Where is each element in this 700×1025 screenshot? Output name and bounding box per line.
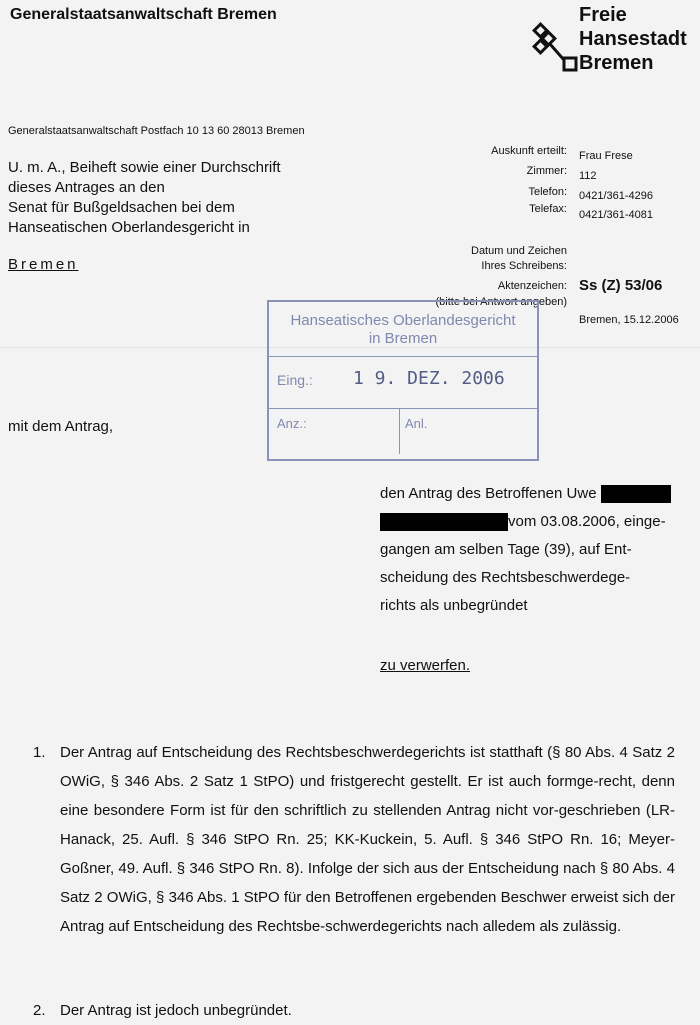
aktenzeichen-value: Ss (Z) 53/06 — [579, 277, 663, 294]
stamp-eing-label: Eing.: — [277, 372, 313, 388]
telefax-label: Telefax: — [529, 203, 567, 215]
antrag-intro: mit dem Antrag, — [8, 418, 114, 435]
item-number: 1. — [33, 744, 46, 761]
telefax-value: 0421/361-4081 — [579, 209, 654, 221]
auskunft-label: Auskunft erteilt: — [491, 145, 567, 157]
datum-label-1: Datum und Zeichen — [471, 245, 567, 257]
stamp-court: Hanseatisches Oberlandesgericht — [290, 312, 516, 329]
stamp-anl-label: Anl. — [405, 416, 428, 431]
motion-text: den Antrag des Betroffenen Uwe vom 03.08.2006, einge- gangen am selben Tage (39), auf Ent- scheidung des Rechtsbeschwerdege- richts als unbegründet — [380, 480, 680, 620]
stamp-date: 1 9. DEZ. 2006 — [353, 368, 505, 389]
stamp-divider — [269, 408, 537, 409]
telefon-value: 0421/361-4296 — [579, 190, 654, 202]
sender-line: Generalstaatsanwaltschaft Postfach 10 13 60 28013 Bremen — [8, 125, 305, 137]
zimmer-value: 112 — [579, 170, 597, 182]
recipient-address — [8, 158, 281, 238]
verwerfen: zu verwerfen. — [380, 657, 471, 674]
item-text: Der Antrag ist jedoch unbegründet. — [60, 1002, 292, 1019]
item-number: 2. — [33, 1002, 46, 1019]
stamp-anz-label: Anz.: — [277, 416, 307, 431]
datum-label-2: Ihres Schreibens: — [481, 260, 567, 272]
address-line: Hanseatischen Oberlandesgericht in — [8, 219, 250, 236]
header-organization: Generalstaatsanwaltschaft Bremen — [10, 6, 277, 23]
stamp-divider — [269, 356, 537, 357]
place-date: Bremen, 15.12.2006 — [579, 314, 679, 326]
redaction-bar — [380, 513, 508, 531]
receipt-stamp — [267, 300, 539, 461]
zimmer-label: Zimmer: — [526, 165, 567, 177]
aktenzeichen-label: Aktenzeichen: — [497, 280, 567, 292]
answer-hint: (bitte bei Antwort angeben) — [435, 296, 567, 308]
state-name: Freie Hansestadt Bremen — [579, 4, 687, 74]
item-text: Der Antrag auf Entscheidung des Rechtsbeschwerdegerichts ist statthaft (§ 80 Abs. 4 Satz 2 OWiG, § 346 Abs. 2 Satz 1 StPO) und fristgerecht gestellt. Er ist auch formge-recht, denn eine besondere Form ist für den schriftlich zu stellenden Antrag nicht vor-geschrieben (LR-Hanack, 25. Aufl. § 346 StPO Rn. 25; KK-Kuckein, 5. Aufl. § 346 StPO Rn. 16; Meyer-Goßner, 49. Aufl. § 346 StPO Rn. 8). Infolge der sich aus der Entscheidung nach § 80 Abs. 4 Satz 2 OWiG, § 346 Abs. 1 StPO für den Betroffenen ergebenden Beschwer erweist sich der Antrag auf Entscheidung des Rechtsbe-schwerdegerichts nach alledem als zulässig. — [60, 744, 675, 935]
stamp-city: in Bremen — [368, 330, 438, 347]
telefon-label: Telefon: — [528, 186, 567, 198]
redaction-bar — [601, 485, 671, 503]
bremen-key-coat-icon — [530, 22, 580, 74]
address-line: Senat für Bußgeldsachen bei dem — [8, 199, 235, 216]
address-line: dieses Antrages an den — [8, 179, 165, 196]
address-line: U. m. A., Beiheft sowie einer Durchschrift — [8, 159, 281, 176]
stamp-divider — [399, 408, 400, 454]
recipient-city: Bremen — [8, 256, 79, 273]
auskunft-value: Frau Frese — [579, 150, 633, 162]
